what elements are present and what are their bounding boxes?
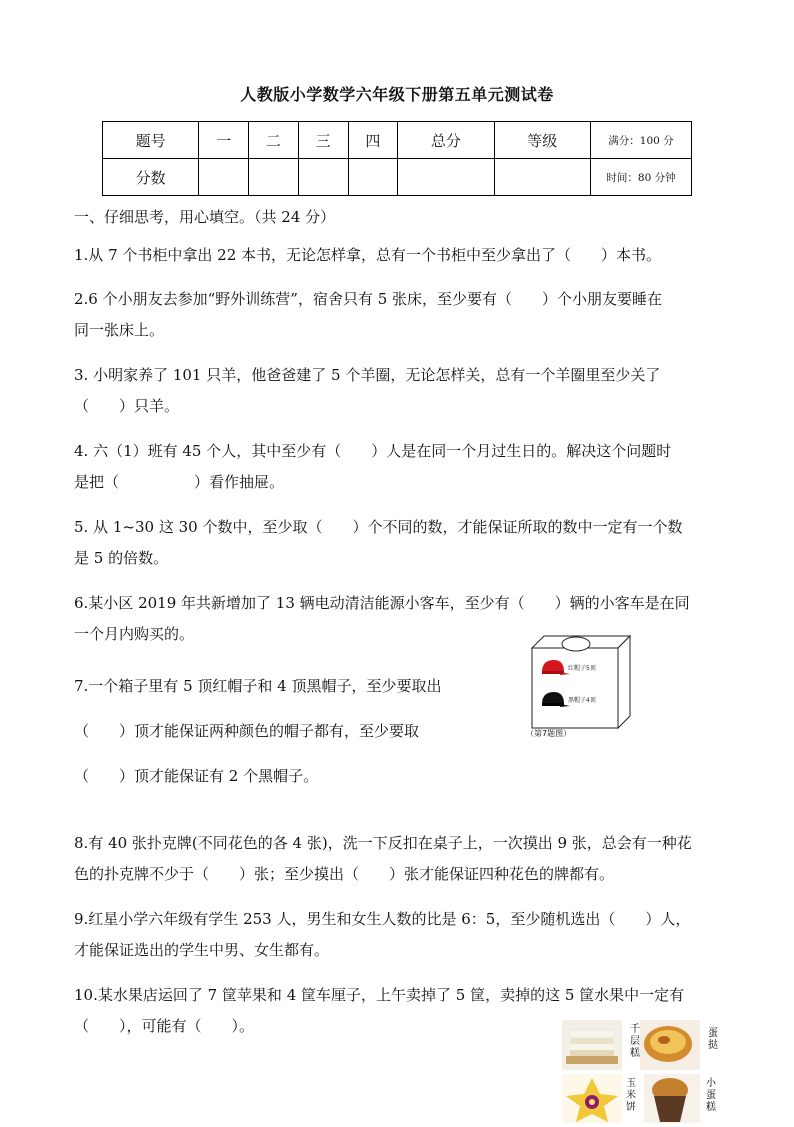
red-cap-label: 红帽子5顶	[568, 665, 596, 672]
cell-part-1: 一	[199, 122, 249, 159]
question-line: 是把（ ）看作抽屉。	[74, 473, 285, 491]
score-blank-total[interactable]	[398, 159, 494, 196]
question-line: 9.红星小学六年级有学生 253 人，男生和女生人数的比是 6：5，至少随机选出（ ）人，	[74, 910, 691, 928]
question-line: 才能保证选出的学生中男、女生都有。	[74, 941, 330, 959]
score-blank-3[interactable]	[298, 159, 348, 196]
score-table	[102, 121, 692, 196]
cupcake-image	[644, 1074, 700, 1123]
question-9	[74, 904, 724, 966]
question-line: （ ）顶才能保证两种颜色的帽子都有，至少要取	[74, 722, 420, 740]
question-line: 10.某水果店运回了 7 筐苹果和 4 筐车厘子，上午卖掉了 5 筐，卖掉的这 5 筐水果中一定有	[74, 986, 685, 1004]
cell-grade: 等级	[494, 122, 590, 159]
score-table-header-row	[103, 122, 692, 159]
question-4	[74, 436, 724, 498]
cell-time: 时间：80 分钟	[591, 159, 692, 196]
question-1	[74, 240, 724, 271]
black-cap-label: 黑帽子4顶	[568, 697, 596, 704]
question-5	[74, 512, 724, 574]
score-table-score-row	[103, 159, 692, 196]
food-images	[560, 1018, 720, 1123]
food-label-layer-cake: 千层糕	[630, 1024, 640, 1059]
question-line: 是 5 的倍数。	[74, 549, 169, 567]
food-label-corn-cake: 玉米饼	[626, 1078, 636, 1113]
food-label-cupcake: 小蛋糕	[706, 1078, 716, 1113]
question-line: （ ），可能有（ ）。	[74, 1017, 255, 1035]
cell-full-score: 满分：100 分	[591, 122, 692, 159]
hat-box-figure	[526, 634, 632, 738]
question-3	[74, 360, 724, 422]
question-line: （ ）只羊。	[74, 397, 180, 415]
score-blank-4[interactable]	[348, 159, 398, 196]
score-blank-2[interactable]	[249, 159, 299, 196]
question-line: 一个月内购买的。	[74, 625, 195, 643]
cell-score-label: 分数	[103, 159, 199, 196]
score-blank-1[interactable]	[199, 159, 249, 196]
question-line: 8.有 40 张扑克牌(不同花色的各 4 张)，洗一下反扣在桌子上，一次摸出 9 张，总会有一种花	[74, 834, 692, 852]
question-line: 色的扑克牌不少于（ ）张；至少摸出（ ）张才能保证四种花色的牌都有。	[74, 865, 615, 883]
question-line: （ ）顶才能保证有 2 个黑帽子。	[74, 767, 319, 785]
layer-cake-image	[562, 1020, 622, 1070]
cell-part-2: 二	[249, 122, 299, 159]
section-heading: 一、仔细思考，用心填空。（共 24 分）	[74, 208, 336, 226]
cell-total: 总分	[398, 122, 494, 159]
cell-part-3: 三	[298, 122, 348, 159]
question-line: 同一张床上。	[74, 321, 165, 339]
corn-cake-image	[562, 1074, 622, 1123]
question-line: 3. 小明家养了 101 只羊，他爸爸建了 5 个羊圈，无论怎样关，总有一个羊圈里至少关了	[74, 366, 661, 384]
cell-question-number: 题号	[103, 122, 199, 159]
question-line: 5. 从 1~30 这 30 个数中，至少取（ ）个不同的数，才能保证所取的数中一定有一个数	[74, 518, 683, 536]
question-7	[74, 664, 514, 799]
egg-tart-image	[640, 1020, 700, 1070]
cell-part-4: 四	[348, 122, 398, 159]
figure-caption: （第7题图）	[526, 729, 572, 738]
page-title: 人教版小学数学六年级下册第五单元测试卷	[240, 85, 554, 104]
question-line: 7.一个箱子里有 5 顶红帽子和 4 顶黑帽子，至少要取出	[74, 677, 442, 695]
hat-box-drawing	[530, 634, 632, 730]
question-line: 4. 六（1）班有 45 个人，其中至少有（ ）人是在同一个月过生日的。解决这个问题时	[74, 442, 672, 460]
score-blank-grade[interactable]	[494, 159, 590, 196]
question-line: 1.从 7 个书柜中拿出 22 本书，无论怎样拿，总有一个书柜中至少拿出了（ ）本书。	[74, 246, 662, 264]
question-line: 2.6 个小朋友去参加“野外训练营”，宿舍只有 5 张床，至少要有（ ）个小朋友要睡在	[74, 290, 663, 308]
food-label-egg-tart: 蛋挞	[708, 1028, 718, 1051]
food-illustrations	[560, 1018, 720, 1123]
question-line: 6.某小区 2019 年共新增加了 13 辆电动清洁能源小客车，至少有（ ）辆的小客车是在同	[74, 594, 690, 612]
question-2	[74, 284, 724, 346]
question-8	[74, 828, 724, 890]
